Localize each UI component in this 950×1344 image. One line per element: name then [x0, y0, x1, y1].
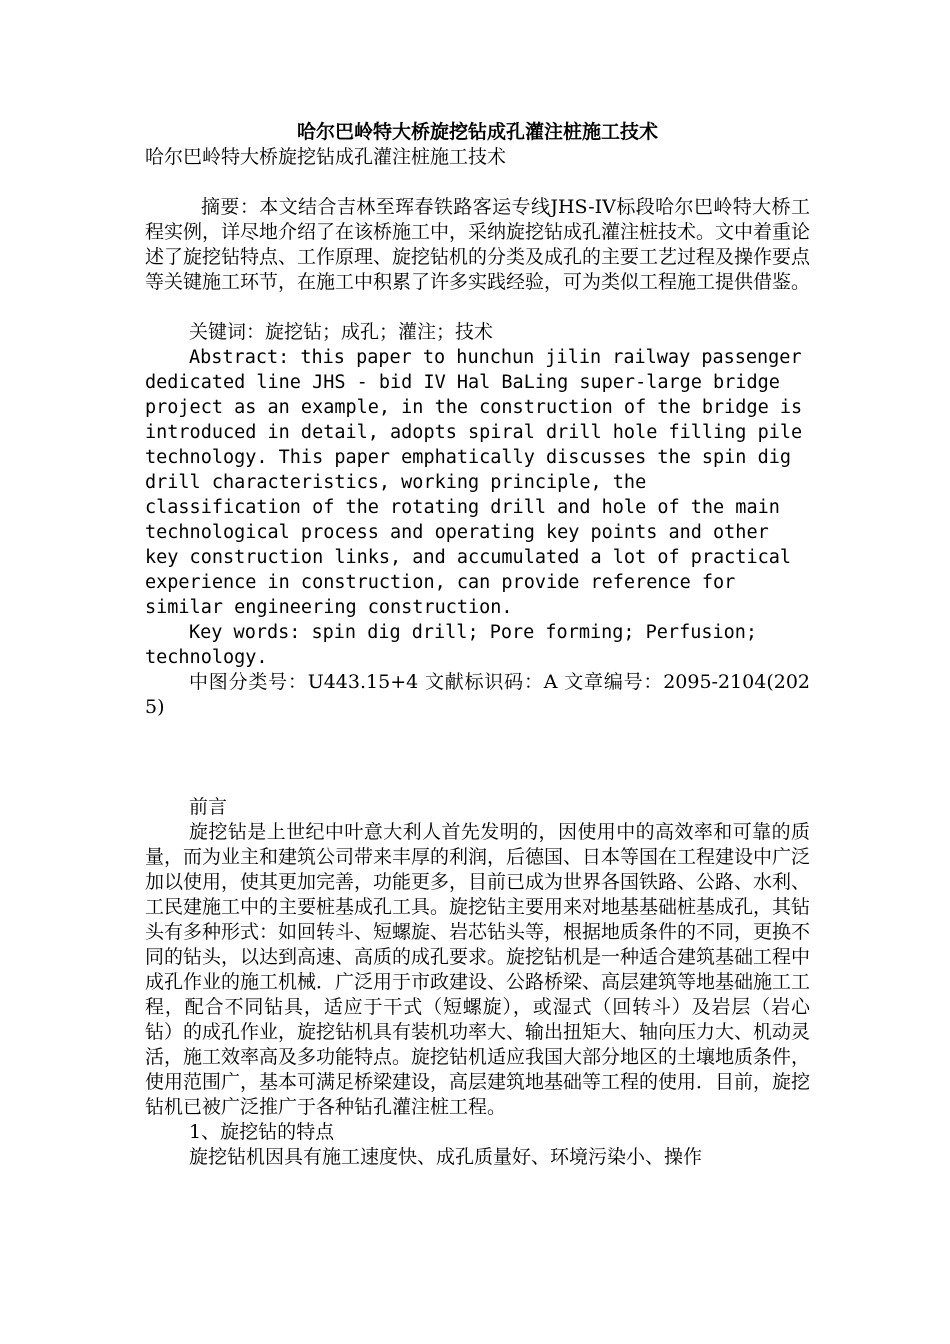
abstract-zh: 摘要：本文结合吉林至珲春铁路客运专线JHS-IV标段哈尔巴岭特大桥工程实例，详尽地介绍了在该桥施工中，采纳旋挖钻成孔灌注桩技术。文中着重论述了旋挖钻特点、工作原理、旋挖钻机的分类及成孔的主要工艺过程及操作要点等关键施工环节，在施工中积累了许多实践经验，可为类似工程施工提供借鉴。: [145, 196, 811, 293]
abstract-en: Abstract: this paper to hunchun jilin railway passenger dedicated line JHS - bid IV Hal BaLing super-large bridge project as an example, in the construction of the bridge is introduced in detail, adopts spiral drill hole filling pile technology. This paper emphatically discusses the spin dig drill characteristics, working principle, the classification of the rotating drill and hole of the main technological process and operating key points and other key construction links, and accumulated a lot of practical experience in construction, can provide reference for similar engineering construction.: [145, 347, 803, 618]
spacer: [145, 720, 810, 795]
preface-heading: 前言: [189, 796, 228, 818]
preface-body: 旋挖钻是上世纪中叶意大利人首先发明的，因使用中的高效率和可靠的质量，而为业主和建筑公司带来丰厚的利润，后德国、日本等国在工程建设中广泛加以使用，使其更加完善，功能更多，目前已成为世界各国铁路、公路、水利、工民建施工中的主要桩基成孔工具。旋挖钻主要用来对地基基础桩基成孔，其钻头有多种形式：如回转斗、短螺旋、岩芯钻头等，根据地质条件的不同，更换不同的钻头，以达到高速、高质的成孔要求。旋挖钻机是一种适合建筑基础工程中成孔作业的施工机械．广泛用于市政建设、公路桥梁、高层建筑等地基础施工工程，配合不同钻具，适应于干式（短螺旋），或湿式（回转斗）及岩层（岩心钻）的成孔作业，旋挖钻机具有装机功率大、输出扭矩大、轴向压力大、机动灵活，施工效率高及多功能特点。旋挖钻机适应我国大部分地区的土壤地质条件，使用范围广，基本可满足桥梁建设，高层建筑地基础等工程的使用．目前，旋挖钻机已被广泛推广于各种钻孔灌注桩工程。: [145, 821, 811, 1118]
section-1-body: 旋挖钻机因具有施工速度快、成孔质量好、环境污染小、操作: [189, 1146, 703, 1168]
document-content: [145, 120, 810, 1170]
classification-line: 中图分类号：U443.15+4 文献标识码：A 文章编号：2095-2104(2025): [145, 671, 810, 718]
document-title: 哈尔巴岭特大桥旋挖钻成孔灌注桩施工技术: [296, 121, 658, 143]
keywords-en: Key words: spin dig drill; Pore forming; Perfusion; technology.: [145, 622, 758, 668]
document-subtitle: 哈尔巴岭特大桥旋挖钻成孔灌注桩施工技术: [145, 146, 507, 168]
spacer: [145, 295, 810, 320]
section-1-heading: 1、旋挖钻的特点: [189, 1121, 335, 1143]
keywords-zh: 关键词：旋挖钻；成孔；灌注；技术: [189, 321, 494, 343]
